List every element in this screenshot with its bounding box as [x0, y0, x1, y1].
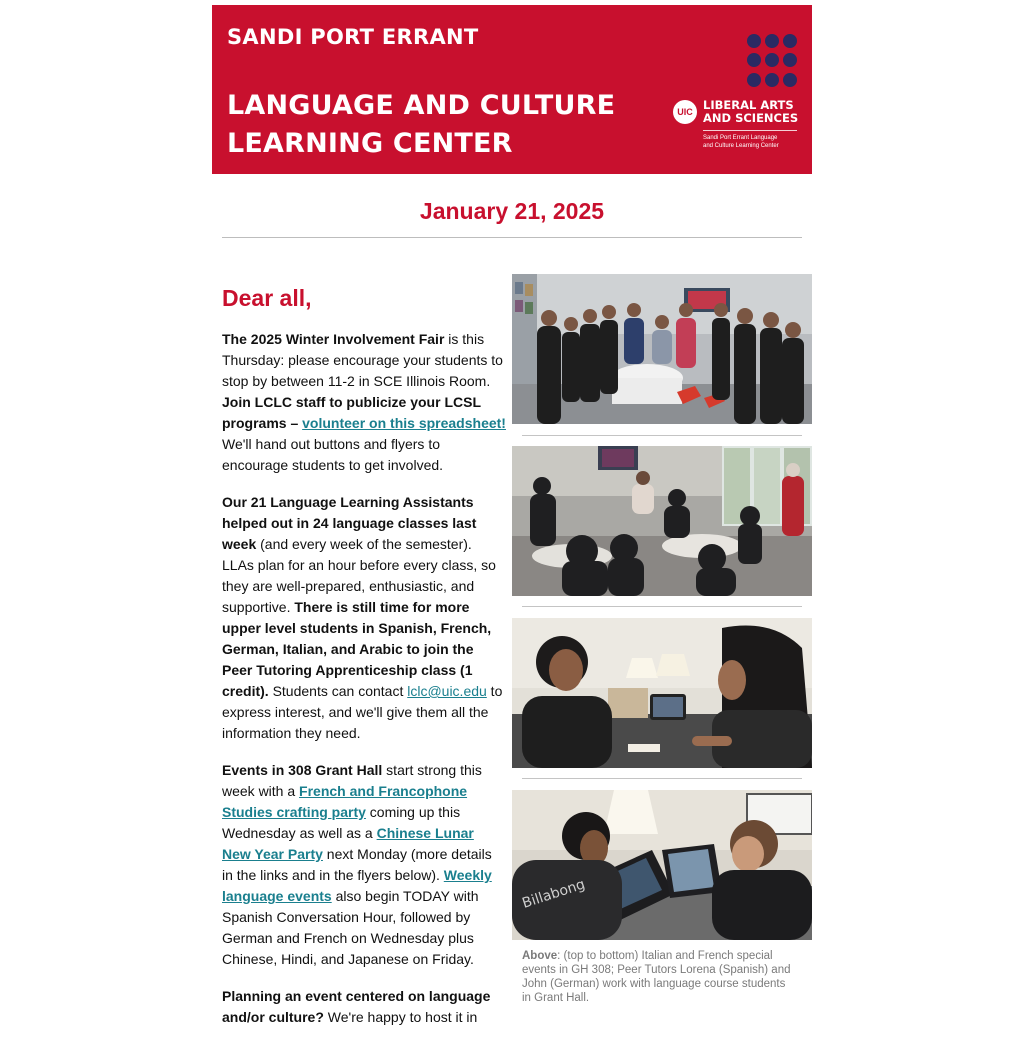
logo-subtitle: Sandi Port Errant Language and Culture Learning Center	[703, 135, 779, 149]
las-wordmark: LIBERAL ARTS AND SCIENCES	[703, 98, 799, 125]
photo-classroom-event	[512, 446, 812, 596]
svg-text:Billabong: Billabong	[520, 876, 588, 912]
banner-title-line1: LANGUAGE AND CULTURE	[227, 90, 616, 121]
paragraph-language-assistants: Our 21 Language Learning Assistants helped out in 24 language classes last week (and every week of the semester). LLAs plan for an hour before every class, so they are well-prepared, enthusiastic, and supportive. There is still time for more upper level students in Spanish, French, German, Italian, and Arabic to join the Peer Tutoring Apprenticeship class (1 credit). Students can contact lclc@uic.edu to express interest, and we'll give them all the information they need.	[222, 494, 503, 741]
banner-title-line2: LEARNING CENTER	[227, 128, 513, 159]
crafting-party-link[interactable]: French and Francophone Studies crafting party	[222, 783, 468, 820]
paragraph-involvement-fair: The 2025 Winter Involvement Fair is this Thursday: please encourage your students to stop by between 11-2 in SCE Illinois Room. Join LCLC staff to publicize your LCSL programs – volunteer on this spreadsheet! We'll hand out buttons and flyers to encourage students to get involved.	[222, 331, 506, 473]
header-banner	[212, 5, 812, 174]
email-link[interactable]: lclc@uic.edu	[407, 683, 487, 699]
uic-circle-icon: UIC	[673, 100, 697, 124]
main-content	[222, 284, 506, 1044]
photo-divider	[522, 778, 802, 779]
dot-grid-logo-icon	[747, 34, 801, 88]
banner-title	[227, 87, 627, 163]
photo-group-event	[512, 274, 812, 424]
volunteer-spreadsheet-link[interactable]: volunteer on this spreadsheet!	[302, 415, 506, 431]
paragraph-planning-event: Planning an event centered on language and/or culture? We're happy to host it in	[222, 988, 491, 1025]
greeting: Dear all,	[222, 285, 312, 311]
photo-caption: Above: (top to bottom) Italian and French special events in GH 308; Peer Tutors Lorena (Spanish) and John (German) work with language course students in Grant Hall.	[522, 950, 791, 1004]
weekly-events-link[interactable]: Weekly language events	[222, 867, 492, 904]
uic-las-logo	[673, 97, 803, 157]
photo-divider	[522, 435, 802, 436]
divider	[222, 237, 802, 238]
issue-date: January 21, 2025	[419, 198, 605, 224]
banner-org-name: SANDI PORT ERRANT	[227, 25, 479, 49]
paragraph-events: Events in 308 Grant Hall start strong this week with a French and Francophone Studies crafting party coming up this Wednesday as well as a Chinese Lunar New Year Party next Monday (more details in the links and in the flyers below). Weekly language events also begin TODAY with Spanish Conversation Hour, followed by German and French on Wednesday plus Chinese, Hindi, and Japanese on Friday.	[222, 762, 492, 967]
photo-peer-tutors-german	[512, 790, 812, 940]
photo-divider	[522, 606, 802, 607]
photo-peer-tutors-spanish	[512, 618, 812, 768]
logo-divider	[703, 130, 797, 131]
lunar-new-year-link[interactable]: Chinese Lunar New Year Party	[222, 825, 474, 862]
